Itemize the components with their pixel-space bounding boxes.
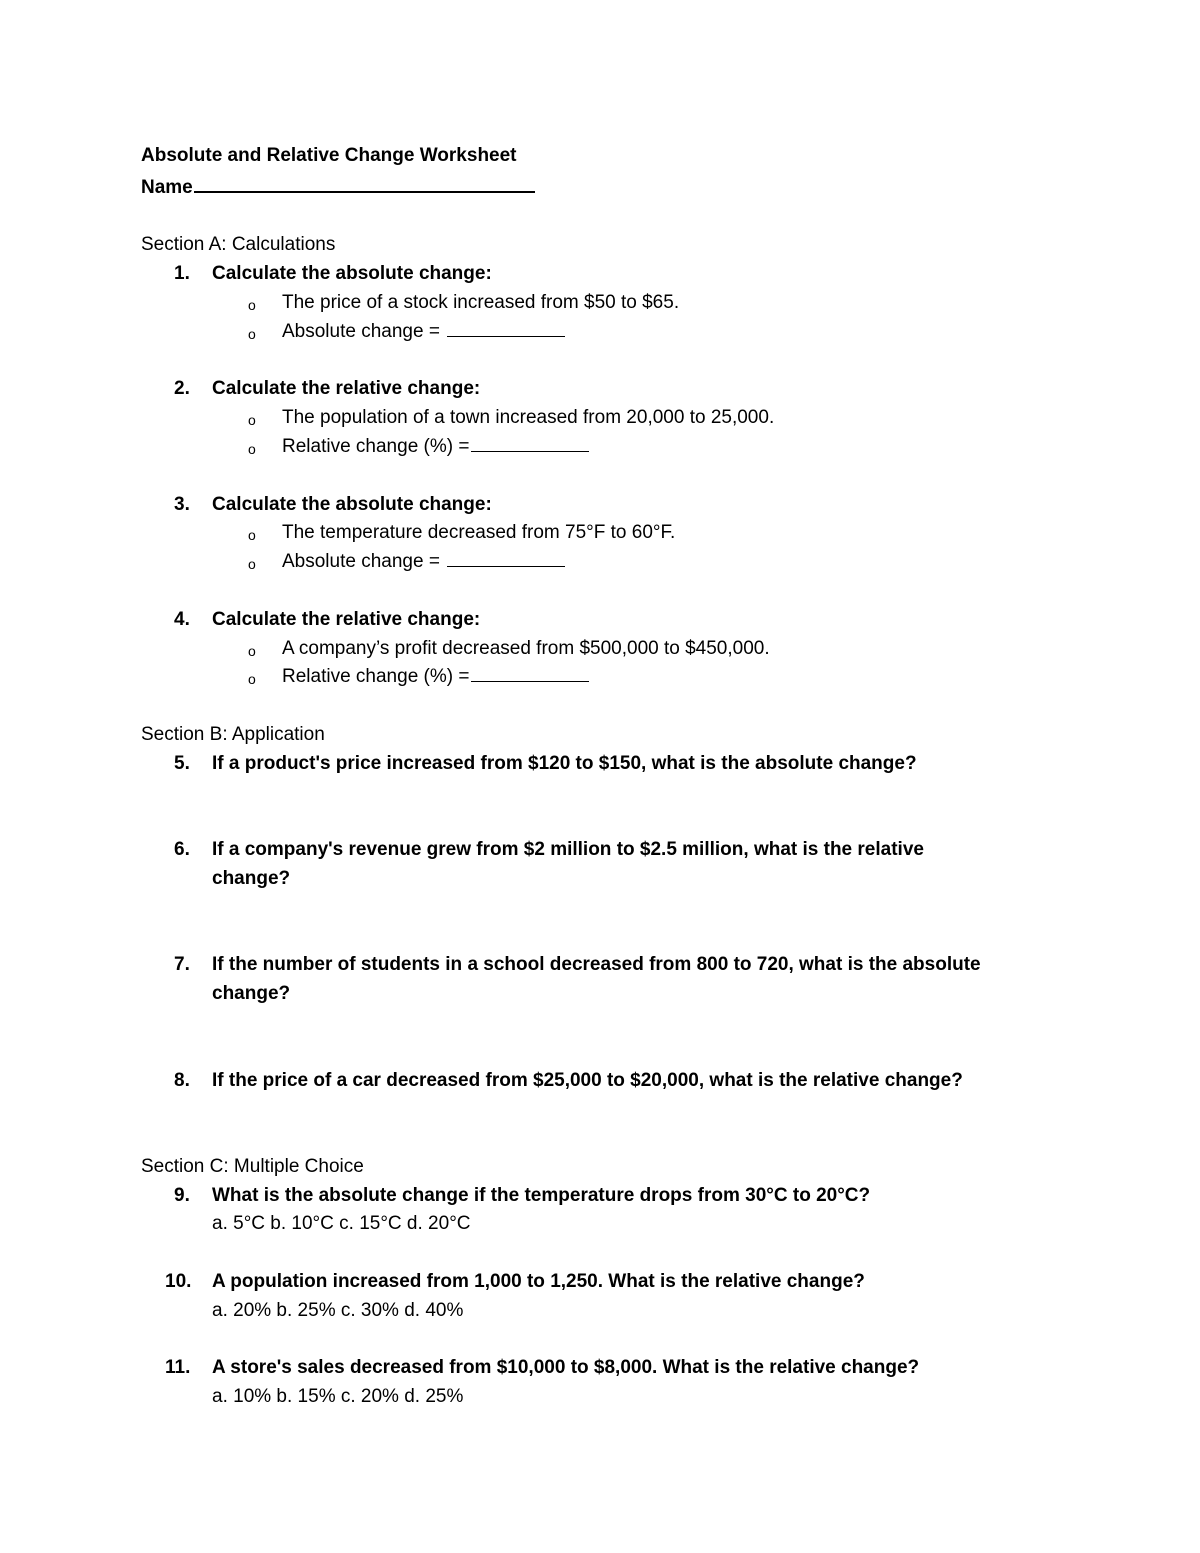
answer-blank[interactable]	[447, 548, 565, 567]
question-number: 9.	[174, 1184, 190, 1206]
section-b-heading: Section B: Application	[141, 723, 325, 745]
bullet-icon: o	[248, 412, 256, 429]
question-detail: A company’s profit decreased from $500,000 to $450,000.	[282, 637, 770, 659]
question-prompt: If a product's price increased from $120 to $150, what is the absolute change?	[212, 752, 917, 774]
question-5	[141, 750, 1101, 779]
question-number: 7.	[174, 954, 190, 976]
question-3	[141, 491, 1101, 577]
question-4	[141, 606, 1101, 692]
question-2	[141, 375, 1101, 461]
question-prompt: If the price of a car decreased from $25,000 to $20,000, what is the relative change?	[212, 1069, 963, 1091]
question-8	[141, 1067, 1101, 1096]
name-field[interactable]	[141, 171, 1101, 203]
question-prompt: If a company's revenue grew from $2 million to $2.5 million, what is the relative	[212, 839, 924, 861]
question-number: 3.	[174, 493, 190, 515]
question-number: 6.	[174, 839, 190, 861]
question-7	[141, 951, 1101, 1009]
answer-label: Relative change (%) =	[282, 435, 470, 457]
question-prompt: A population increased from 1,000 to 1,250. What is the relative change?	[212, 1271, 865, 1293]
answer-label: Absolute change =	[282, 551, 440, 573]
question-6	[141, 836, 1101, 894]
answer-choices: a. 5°C b. 10°C c. 15°C d. 20°C	[212, 1213, 471, 1235]
bullet-icon: o	[248, 527, 256, 544]
bullet-icon: o	[248, 556, 256, 573]
worksheet-title: Absolute and Relative Change Worksheet	[141, 145, 517, 166]
answer-blank[interactable]	[471, 663, 589, 682]
answer-choices: a. 10% b. 15% c. 20% d. 25%	[212, 1386, 464, 1408]
answer-blank[interactable]	[447, 318, 565, 337]
name-label: Name	[141, 176, 193, 198]
bullet-icon: o	[248, 440, 256, 457]
question-number: 8.	[174, 1069, 190, 1091]
bullet-icon: o	[248, 296, 256, 313]
question-detail: The price of a stock increased from $50 to $65.	[282, 291, 680, 313]
answer-choices: a. 20% b. 25% c. 30% d. 40%	[212, 1299, 464, 1321]
question-9	[141, 1182, 1101, 1240]
question-number: 10.	[165, 1271, 192, 1293]
question-detail: The population of a town increased from 20,000 to 25,000.	[282, 407, 775, 429]
question-number: 5.	[174, 752, 190, 774]
answer-blank[interactable]	[471, 433, 589, 452]
question-10	[141, 1268, 1101, 1326]
question-number: 11.	[165, 1357, 191, 1379]
worksheet-content	[141, 142, 1101, 1412]
question-number: 2.	[174, 378, 190, 400]
question-prompt: A store's sales decreased from $10,000 to $8,000. What is the relative change?	[212, 1357, 920, 1379]
section-c-heading: Section C: Multiple Choice	[141, 1155, 364, 1177]
question-number: 4.	[174, 608, 190, 630]
bullet-icon: o	[248, 671, 256, 688]
answer-label: Relative change (%) =	[282, 666, 470, 688]
question-1	[141, 260, 1101, 346]
question-detail: The temperature decreased from 75°F to 60°F.	[282, 522, 676, 544]
section-a-heading: Section A: Calculations	[141, 234, 336, 256]
question-prompt: Calculate the relative change:	[212, 608, 481, 630]
question-prompt: Calculate the absolute change:	[212, 493, 492, 515]
bullet-icon: o	[248, 642, 256, 659]
question-number: 1.	[174, 263, 190, 285]
bullet-icon: o	[248, 325, 256, 342]
question-prompt: Calculate the relative change:	[212, 378, 481, 400]
question-prompt: What is the absolute change if the temperature drops from 30°C to 20°C?	[212, 1184, 871, 1206]
question-prompt-cont: change?	[212, 983, 291, 1005]
name-blank[interactable]	[194, 171, 535, 193]
answer-label: Absolute change =	[282, 320, 440, 342]
question-11	[141, 1354, 1101, 1412]
question-prompt: Calculate the absolute change:	[212, 263, 492, 285]
question-prompt: If the number of students in a school decreased from 800 to 720, what is the absolute	[212, 954, 981, 976]
question-prompt-cont: change?	[212, 867, 291, 889]
